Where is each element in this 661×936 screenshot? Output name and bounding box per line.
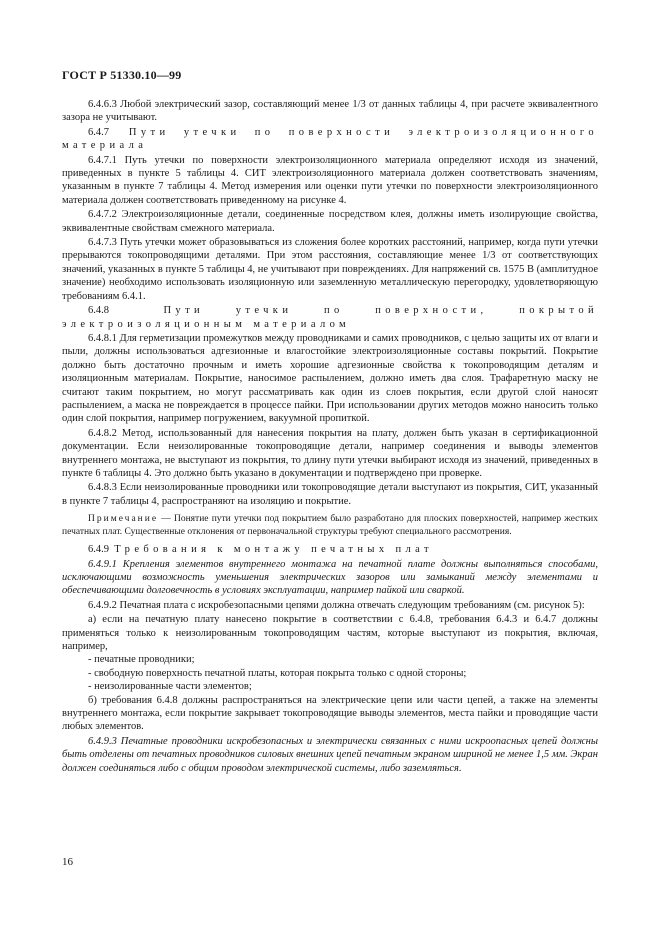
heading-6-4-8 bbox=[62, 304, 598, 331]
paragraph-6-4-9-3: 6.4.9.3 Печатные проводники искробезопасных и электрически связанных с ними искроопасных цепей должны быть отделены от печатных проводников силовых внешних цепей печатным экраном шириной не менее 1,5 мм. Экран должен соединяться либо с общим проводом электрической системы, либо заземляться. bbox=[62, 735, 598, 774]
paragraph-6-4-8-2: 6.4.8.2 Метод, использованный для нанесения покрытия на плату, должен быть указан в сертификационной документации. Если неизолированные токопроводящие детали, например соединения и выводы элементов внутреннего монтажа, не выступают из покрытия, то длину пути утечки выбирают исходя из значений, приведенных в пункте 6 таблицы 4. Это должно быть указано в документации и подтверждено при проверке. bbox=[62, 427, 598, 479]
paragraph-6-4-9-2: 6.4.9.2 Печатная плата с искробезопасными цепями должна отвечать следующим требованиям (см. рисунок 5): bbox=[88, 599, 585, 611]
heading-number: 6.4.9 bbox=[88, 544, 109, 556]
item-a: а) если на печатную плату нанесено покрытие в соответствии с 6.4.8, требования 6.4.3 и 6.4.7 должны применяться только к неизолированным токопроводящим частям, которые выступают из покрытия, включая, например, bbox=[62, 614, 598, 653]
item-b: б) требования 6.4.8 должны распространяться на электрические цепи или части цепей, а также на элементы внутреннего монтажа, если покрытие закрывает токопроводящие выводы элементов, места пайки и проводящие части любых элементов. bbox=[62, 694, 598, 733]
document-body bbox=[62, 98, 598, 775]
paragraph-6-4-7-3: 6.4.7.3 Путь утечки может образовываться из сложения более коротких расстояний, например, когда пути утечки прерываются токопроводящими деталями. При этом расстояния, составляющие менее 1/3 от соответствующих значений, указанных в пункте 5 таблицы 4, не учитывают при повреждениях. Для напряжений св. 1575 В (амплитудное значение) необходимо использовать изоляционную или заземленную металлическую перегородку, удовлетворяющую требованиям 6.4.1. bbox=[62, 237, 598, 302]
heading-number: 6.4.8 bbox=[88, 305, 109, 317]
paragraph-6-4-7-1: 6.4.7.1 Путь утечки по поверхности электроизоляционного материала определяют исходя из значений, приведенных в пункте 5 таблицы 4. СИТ электроизоляционного материала должен соответствовать значениям, указанным в пункте 7 таблицы 4. Метод измерения или оценки пути утечки по поверхности электроизоляционного материала должен соответствовать приведенному на рисунке 4. bbox=[62, 154, 598, 206]
heading-text: Пути утечки по поверхности электроизоляционного материала bbox=[62, 126, 598, 152]
heading-text: Требования к монтажу печатных плат bbox=[114, 544, 433, 556]
paragraph-6-4-6-3: 6.4.6.3 Любой электрический зазор, составляющий менее 1/3 от данных таблицы 4, при расчете эквивалентного зазора не учитывают. bbox=[62, 99, 598, 124]
paragraph-6-4-8-1: 6.4.8.1 Для герметизации промежутков между проводниками и самих проводников, с целью защиты их от влаги и пыли, должны использоваться адгезионные и влагостойкие электроизоляционные составы покрытий. Покрытие должно быть достаточно прочным и иметь хорошие адгезионные свойства к токопроводящим деталям и изоляционным материалам. Покрытие, наносимое распылением, должно иметь два слоя. Трафаретную маску не считают таким покрытием, но могут рассматривать как один из слоев покрытия, если другой слой наносят распылением, а маска не повреждается в процессе пайки. При использовании других методов можно наносить только один слой покрытия, например погружением, вакуумной пропиткой. bbox=[62, 332, 598, 425]
heading-text: Пути утечки по поверхности, покрытой электроизоляционным материалом bbox=[62, 305, 598, 330]
note bbox=[62, 513, 598, 538]
document-header: ГОСТ Р 51330.10—99 bbox=[62, 68, 182, 82]
heading-number: 6.4.7 bbox=[88, 126, 109, 138]
list-item: - свободную поверхность печатной платы, которая покрыта только с одной стороны; bbox=[88, 667, 467, 679]
note-text: — Понятие пути утечки под покрытием было разработано для плоских поверхностей, например жестких печатных плат. Существенные отклонения от первоначальной структуры требуют специального рассмотрения. bbox=[62, 514, 598, 537]
page-number: 16 bbox=[62, 856, 73, 868]
paragraph-6-4-7-2: 6.4.7.2 Электроизоляционные детали, соединенные посредством клея, должны иметь изолирующие свойства, эквивалентные свойствам смежного материала. bbox=[62, 209, 598, 234]
list-item: - неизолированные части элементов; bbox=[88, 681, 252, 693]
paragraph-6-4-8-3: 6.4.8.3 Если неизолированные проводники или токопроводящие детали выступают из покрытия, СИТ, указанный в пункте 7 таблицы 4, распространяют на изоляцию и покрытие. bbox=[62, 482, 598, 507]
paragraph-6-4-9-1: 6.4.9.1 Крепления элементов внутреннего монтажа на печатной плате должны выполняться способами, исключающими возможность уменьшения электрических зазоров или замыканий между элементами и обеспечивающими долговечность в условиях эксплуатации, например пайкой или сваркой. bbox=[62, 558, 598, 597]
list-item: - печатные проводники; bbox=[88, 654, 195, 666]
note-label: Примечание bbox=[88, 514, 159, 525]
heading-6-4-7 bbox=[62, 126, 598, 153]
heading-6-4-9 bbox=[62, 543, 598, 556]
